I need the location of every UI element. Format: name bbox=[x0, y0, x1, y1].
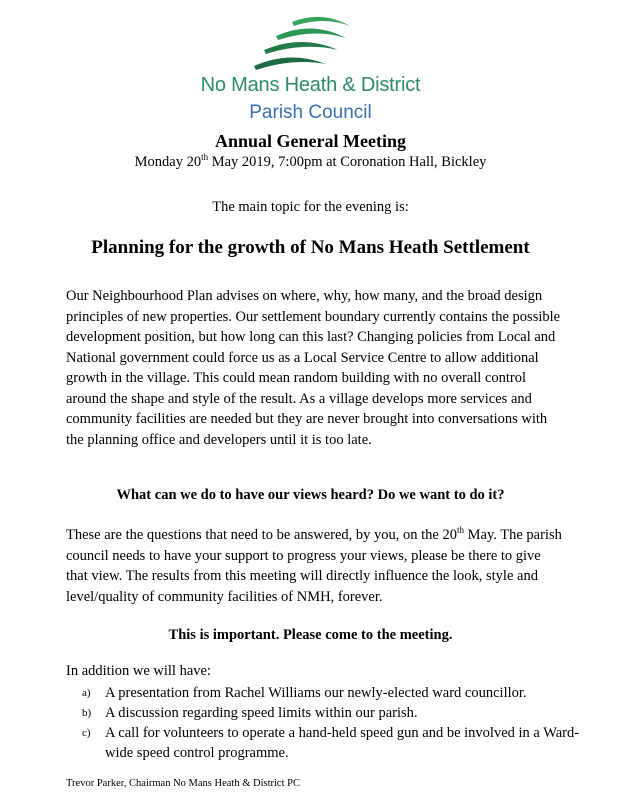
meeting-date bbox=[0, 154, 621, 171]
list-item bbox=[82, 703, 582, 723]
swoosh-logo-icon bbox=[246, 8, 358, 76]
signature: Trevor Parker, Chairman No Mans Heath & District PC bbox=[66, 778, 300, 789]
list-marker: b) bbox=[82, 707, 92, 719]
intro-paragraph: Our Neighbourhood Plan advises on where, why, how many, and the broad design principles of new properties. Our settlement boundary currently contains the possible development position, but how long can this last? Changing policies from Local and National government could force us as a Local Service Centre to allow additional growth in the village. This could mean random building with no overall control around the shape and style of the result. As a village develops more services and community facilities are needed but they are never brought into conversations with the planning office and developers until it is too late. bbox=[66, 288, 561, 448]
important-notice: This is important. Please come to the meeting. bbox=[168, 627, 453, 643]
meeting-title: Annual General Meeting bbox=[215, 131, 406, 151]
list-item-text: A call for volunteers to operate a hand-held speed gun and be involved in a Ward-wide speed control programme. bbox=[105, 725, 580, 761]
key-question: What can we do to have our views heard? Do we want to do it? bbox=[116, 487, 505, 503]
meeting-date-suffix: th bbox=[201, 152, 209, 163]
meeting-date-rest: May 2019, 7:00pm at Coronation Hall, Bickley bbox=[208, 154, 487, 170]
org-subtitle: Parish Council bbox=[249, 102, 372, 123]
additions-list bbox=[82, 683, 582, 763]
call-paragraph-part1: These are the questions that need to be answered, by you, on the 20 bbox=[66, 527, 457, 543]
additions-intro: In addition we will have: bbox=[66, 663, 211, 679]
list-marker: c) bbox=[82, 727, 91, 739]
org-name: No Mans Heath & District bbox=[200, 74, 421, 96]
list-item bbox=[82, 723, 582, 763]
call-paragraph bbox=[66, 525, 566, 607]
list-item bbox=[82, 683, 582, 703]
call-paragraph-part2: May. The parish council needs to have your support to progress your views, please be there to give that view. The results from this meeting will directly influence the look, style and level/quality of community facilities of NMH, forever. bbox=[66, 527, 562, 605]
list-marker: a) bbox=[82, 687, 91, 699]
call-paragraph-sup: th bbox=[456, 525, 464, 536]
meeting-date-prefix: Monday 20 bbox=[134, 154, 202, 170]
main-topic-headline: Planning for the growth of No Mans Heath Settlement bbox=[91, 237, 530, 258]
list-item-text: A presentation from Rachel Williams our newly-elected ward councillor. bbox=[105, 685, 527, 701]
main-topic-intro: The main topic for the evening is: bbox=[212, 199, 409, 215]
list-item-text: A discussion regarding speed limits within our parish. bbox=[105, 705, 418, 721]
